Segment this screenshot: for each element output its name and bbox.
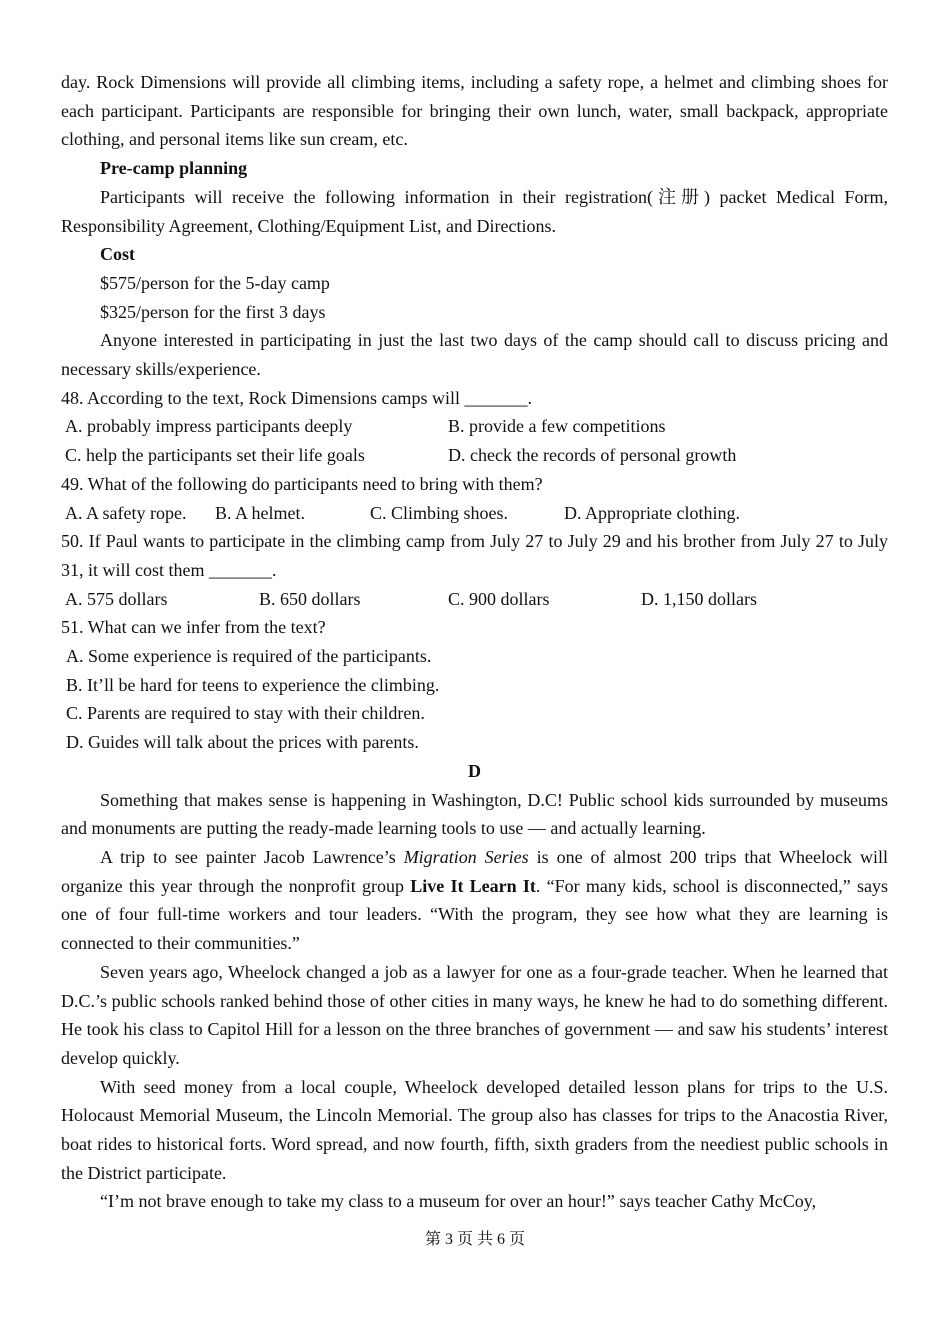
option-48-d: D. check the records of personal growth — [448, 445, 737, 466]
question-51: 51. What can we infer from the text? — [61, 617, 326, 638]
option-50-a: A. 575 dollars — [65, 588, 168, 609]
option-49-d: D. Appropriate clothing. — [564, 502, 740, 523]
option-49-b: B. A helmet. — [215, 502, 305, 523]
option-50-c: C. 900 dollars — [448, 588, 550, 609]
p2-middle: is one of almost 200 trips that Wheelock will organize this year through the nonprofit group — [61, 846, 888, 896]
p2-before: A trip to see painter Jacob Lawrence’s — [100, 846, 404, 867]
option-50-d: D. 1,150 dollars — [641, 588, 757, 609]
p2-artwork-title: Migration Series — [403, 846, 529, 867]
section-d-paragraph-1: Something that makes sense is happening in Washington, D.C! Public school kids surrounded by museums and monuments are putting the ready-made learning tools to use — and actually learning. — [61, 789, 888, 839]
page-footer — [0, 1228, 950, 1252]
cost-line-3day: $325/person for the first 3 days — [100, 301, 326, 322]
question-48-options-row2 — [61, 441, 888, 470]
footer-page-number: 3 — [444, 1231, 453, 1248]
footer-prefix: 第 — [424, 1231, 441, 1248]
p2-after: . “For many kids, school is disconnected,” says one of four full-time workers and tour leaders. “With the program, they see how what they are learning is connected to their communities.” — [61, 875, 888, 954]
cost-note: Anyone interested in participating in just the last two days of the camp should call to discuss pricing and necessary skills/experience. — [61, 330, 888, 380]
cost-heading: Cost — [100, 244, 135, 265]
p2-group-name: Live It Learn It — [410, 875, 536, 896]
page-content — [61, 68, 888, 1216]
option-51-b: B. It’ll be hard for teens to experience the climbing. — [66, 674, 440, 695]
section-d-paragraph-2 — [61, 843, 888, 958]
option-51-a: A. Some experience is required of the participants. — [66, 646, 432, 667]
question-50: 50. If Paul wants to participate in the climbing camp from July 27 to July 29 and his brother from July 27 to July 31, it will cost them _______. — [61, 531, 888, 580]
option-49-c: C. Climbing shoes. — [370, 502, 509, 523]
option-51-d: D. Guides will talk about the prices with parents. — [66, 732, 419, 753]
option-48-b: B. provide a few competitions — [448, 416, 666, 437]
footer-total-pages: 6 — [497, 1231, 505, 1248]
question-48-options-row1 — [61, 412, 888, 441]
option-48-c: C. help the participants set their life goals — [65, 445, 365, 466]
question-50-options — [61, 585, 888, 614]
question-48: 48. According to the text, Rock Dimensions camps will _______. — [61, 387, 532, 408]
option-51-c: C. Parents are required to stay with their children. — [66, 703, 425, 724]
section-d-paragraph-4: With seed money from a local couple, Wheelock developed detailed lesson plans for trips to the U.S. Holocaust Memorial Museum, the Lincoln Memorial. The group also has classes for trips to the Anacostia River, boat rides to historical forts. Word spread, and now fourth, fifth, sixth graders from the neediest public schools in the District participate. — [61, 1076, 888, 1183]
section-d-paragraph-5: “I’m not brave enough to take my class to a museum for over an hour!” says teacher Cathy McCoy, — [100, 1191, 817, 1212]
section-d-title: D — [468, 760, 481, 781]
option-49-a: A. A safety rope. — [65, 502, 187, 523]
footer-suffix: 页 — [509, 1231, 526, 1248]
cost-line-5day: $575/person for the 5-day camp — [100, 272, 330, 293]
question-49-options — [61, 499, 888, 528]
question-49: 49. What of the following do participants need to bring with them? — [61, 473, 543, 494]
option-48-a: A. probably impress participants deeply — [65, 416, 353, 437]
option-50-b: B. 650 dollars — [259, 588, 361, 609]
section-d-paragraph-3: Seven years ago, Wheelock changed a job as a lawyer for one as a four-grade teacher. When he learned that D.C.’s public schools ranked behind those of other cities in many ways, he knew he had to do something different. He took his class to Capitol Hill for a lesson on the three branches of government — and saw his students’ interest develop quickly. — [61, 961, 888, 1068]
precamp-paragraph: Participants will receive the following information in their registration(注册) packet Medical Form, Responsibility Agreement, Clothing/Equipment List, and Directions. — [61, 186, 888, 236]
intro-paragraph: day. Rock Dimensions will provide all climbing items, including a safety rope, a helmet and climbing shoes for each participant. Participants are responsible for bringing their own lunch, water, small backpack, appropriate clothing, and personal items like sun cream, etc. — [61, 72, 888, 150]
precamp-heading: Pre-camp planning — [100, 158, 248, 179]
footer-middle: 页 共 — [456, 1231, 493, 1248]
